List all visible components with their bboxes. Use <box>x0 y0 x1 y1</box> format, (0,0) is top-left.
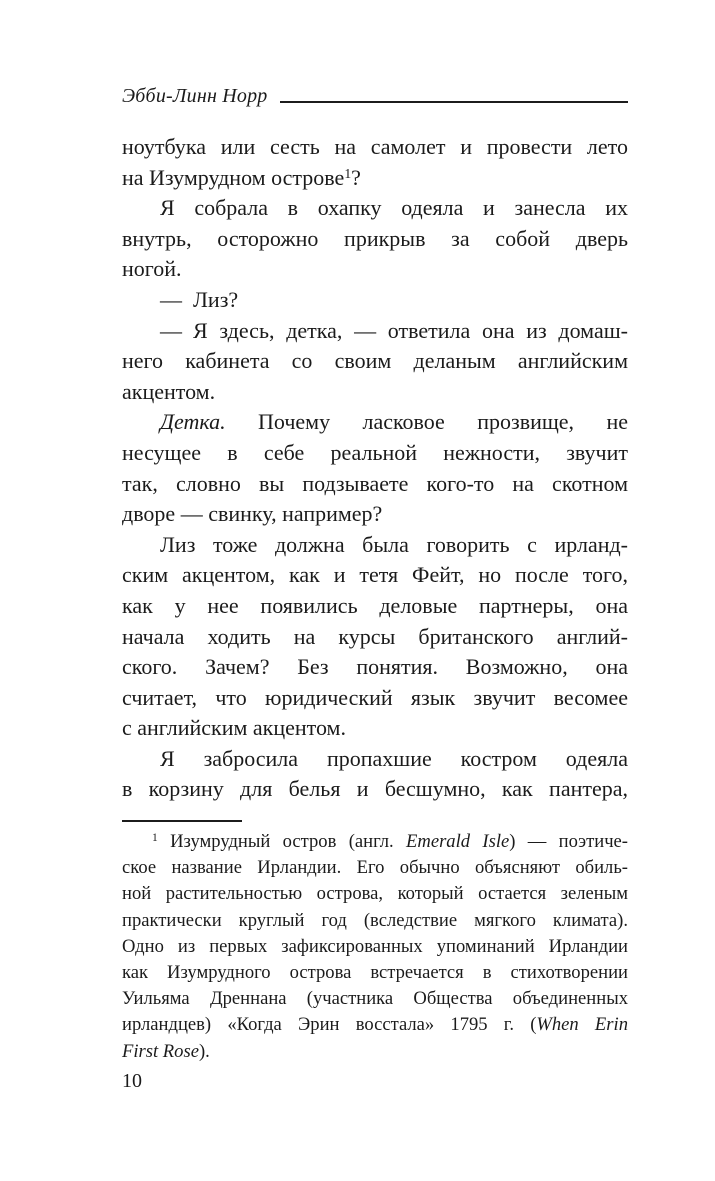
text-segment: Почему ласковое прозвище, не <box>225 409 628 435</box>
text-line <box>122 132 628 163</box>
footnote-rule <box>122 820 242 822</box>
text-segment: акцентом. <box>122 378 216 404</box>
text-line <box>122 224 628 255</box>
text-segment: ) — поэтиче- <box>509 831 628 852</box>
text-line <box>122 377 628 408</box>
text-line <box>122 1039 628 1065</box>
text-segment: ? <box>351 164 361 190</box>
text-segment: ское название Ирландии. Его обычно объясняют обиль- <box>122 857 628 879</box>
text-segment: Одно из первых зафиксированных упоминаний Ирландии <box>122 935 628 957</box>
footnote-marker: 1 <box>152 832 158 845</box>
text-segment: с английским акцентом. <box>122 715 346 741</box>
footnote <box>122 829 628 1065</box>
text-segment: — Лиз? <box>160 286 239 312</box>
text-line <box>122 908 628 934</box>
text-segment: так, словно вы подзываете кого-то на скотном <box>122 470 628 496</box>
text-line <box>122 683 628 714</box>
text-segment: начала ходить на курсы британского англий- <box>122 623 628 649</box>
text-line <box>122 652 628 683</box>
text-line <box>122 407 628 438</box>
author-name: Эбби-Линн Норр <box>122 85 268 107</box>
text-segment: как у нее появились деловые партнеры, она <box>122 592 628 618</box>
text-line <box>122 499 628 530</box>
text-line <box>122 713 628 744</box>
text-line <box>122 960 628 986</box>
text-line <box>122 469 628 500</box>
text-segment: First Rose <box>122 1040 199 1062</box>
text-line <box>122 881 628 907</box>
text-line <box>122 316 628 347</box>
body-text <box>122 132 628 805</box>
text-line <box>122 829 628 855</box>
footnote-marker: 1 <box>344 165 352 181</box>
text-segment: Я забросила пропахшие костром одеяла <box>160 745 628 771</box>
text-segment: как Изумрудного острова встречается в стихотворении <box>122 962 628 984</box>
text-segment: Emerald Isle <box>406 831 510 852</box>
text-line <box>122 560 628 591</box>
text-segment: ирландцев) «Когда Эрин восстала» 1795 г. ( <box>122 1014 537 1036</box>
text-line <box>122 591 628 622</box>
text-segment: ной растительностью острова, который остается зеленым <box>122 883 628 905</box>
text-segment: него кабинета со своим деланым английским <box>122 348 628 374</box>
text-line <box>122 193 628 224</box>
text-line <box>122 934 628 960</box>
text-segment: — Я здесь, детка, — ответила она из домаш- <box>160 317 628 343</box>
text-segment: ). <box>198 1040 210 1062</box>
text-line <box>122 254 628 285</box>
text-line <box>122 530 628 561</box>
text-line <box>122 855 628 881</box>
text-segment: ского. Зачем? Без понятия. Возможно, она <box>122 654 628 680</box>
text-segment: ноутбука или сесть на самолет и провести лето <box>122 134 628 159</box>
text-line <box>122 744 628 775</box>
text-line <box>122 1012 628 1038</box>
text-segment: Я собрала в охапку одеяла и занесла их <box>160 195 628 221</box>
page-number: 10 <box>122 1070 142 1092</box>
text-line <box>122 346 628 377</box>
text-segment: When Erin <box>536 1014 628 1036</box>
text-segment: Детка. <box>160 409 226 435</box>
text-segment: Изумрудный остров (англ. <box>157 831 407 852</box>
text-segment: несущее в себе реальной нежности, звучит <box>122 439 628 465</box>
running-header <box>122 84 628 108</box>
text-segment: внутрь, осторожно прикрыв за собой дверь <box>122 225 628 251</box>
text-line <box>122 774 628 805</box>
text-segment: в корзину для белья и бесшумно, как пантера, <box>122 776 628 802</box>
text-line <box>122 163 628 194</box>
text-segment: ногой. <box>122 256 182 282</box>
text-segment: дворе — свинку, например? <box>122 501 383 527</box>
text-line <box>122 986 628 1012</box>
text-line <box>122 285 628 316</box>
text-segment: Уильяма Дреннана (участника Общества объединенных <box>122 988 628 1010</box>
text-line <box>122 438 628 469</box>
text-segment: практически круглый год (вследствие мягкого климата). <box>122 909 628 931</box>
text-line <box>122 622 628 653</box>
text-segment: на Изумрудном острове <box>122 164 345 190</box>
text-segment: ским акцентом, как и тетя Фейт, но после того, <box>122 562 628 588</box>
text-segment: считает, что юридический язык звучит весомее <box>122 684 628 710</box>
text-segment: Лиз тоже должна была говорить с ирланд- <box>160 531 628 557</box>
header-rule <box>280 101 628 103</box>
